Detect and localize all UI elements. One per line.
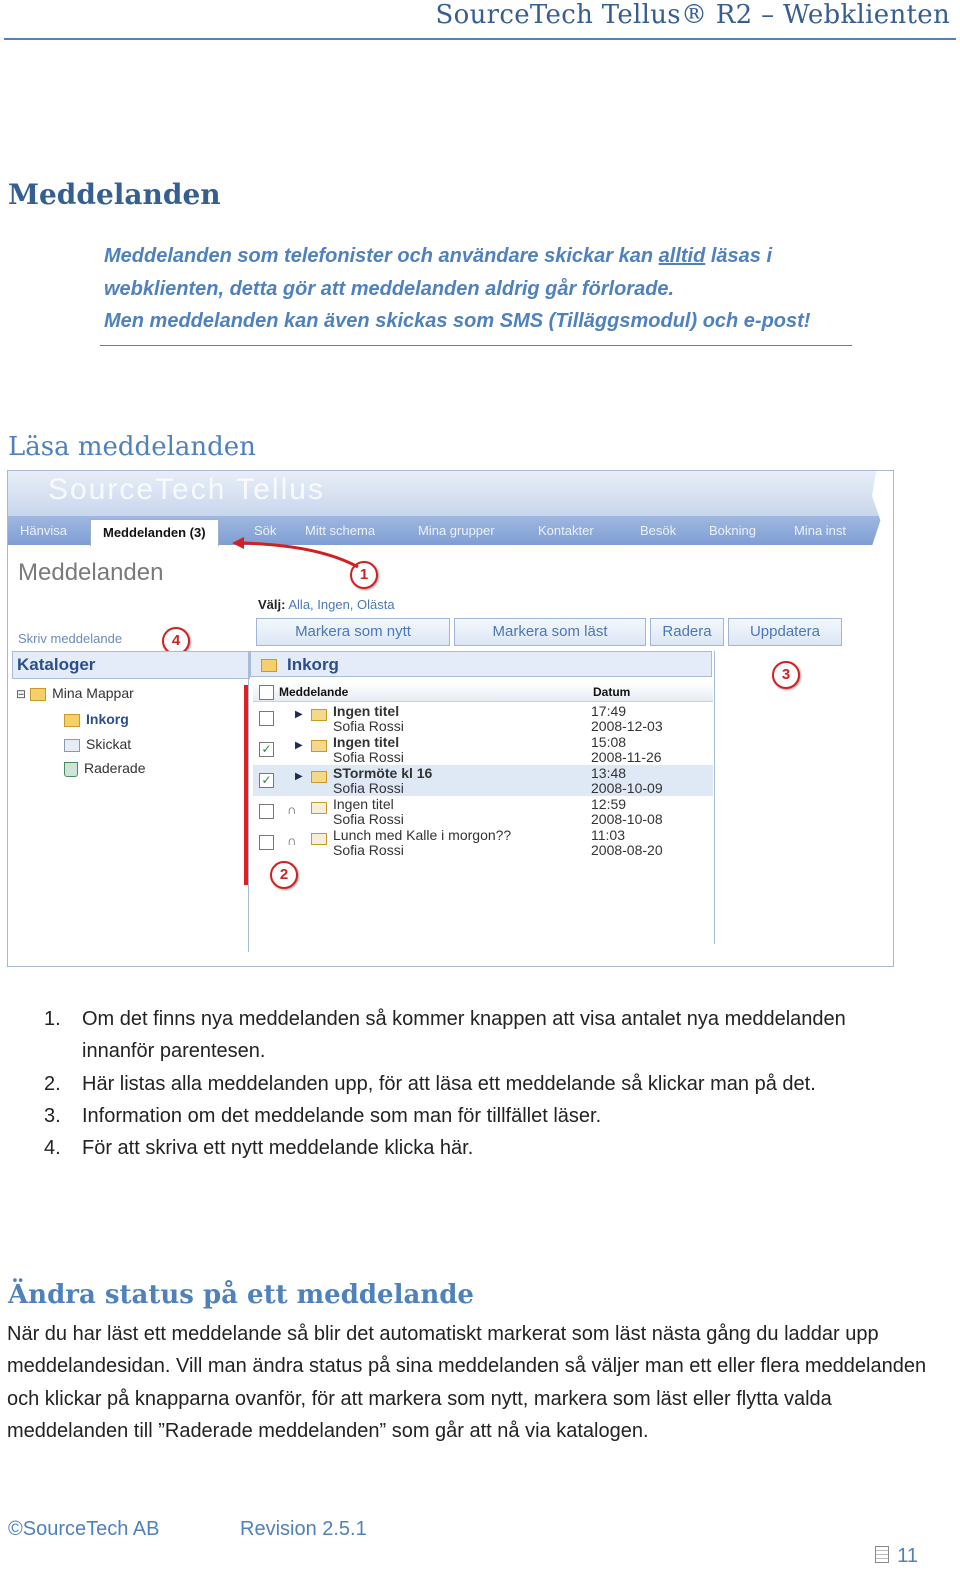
- list-number: 4.: [44, 1137, 61, 1160]
- list-item: [44, 1003, 914, 1068]
- tree-inbox-label: Inkorg: [86, 711, 129, 727]
- message-subject: Ingen titel: [333, 734, 400, 750]
- screenshot-page-title: Meddelanden: [18, 559, 164, 586]
- envelope-read-icon: [311, 833, 327, 845]
- message-sender: Sofia Rossi: [333, 749, 404, 765]
- banner-logo-text: SourceTech Tellus: [48, 473, 325, 506]
- message-time: 13:48: [591, 765, 627, 781]
- read-messages-heading: Läsa meddelanden: [8, 432, 256, 462]
- footer-copyright: ©SourceTech AB: [8, 1518, 160, 1540]
- nav-tab-booking[interactable]: Bokning: [709, 523, 756, 538]
- change-status-heading: Ändra status på ett meddelande: [8, 1280, 474, 1310]
- intro-text: [104, 240, 824, 338]
- message-time: 11:03: [591, 827, 625, 843]
- message-row[interactable]: [253, 796, 713, 827]
- envelope-read-icon: [311, 802, 327, 814]
- message-row[interactable]: [253, 734, 713, 765]
- delete-button[interactable]: Radera: [650, 618, 724, 646]
- message-sender: Sofia Rossi: [333, 842, 404, 858]
- message-row[interactable]: [253, 827, 713, 858]
- message-sender: Sofia Rossi: [333, 718, 404, 734]
- page-number: 11: [897, 1545, 918, 1567]
- change-status-body: När du har läst ett meddelande så blir det automatiskt markerat som läst nästa gång du laddar upp meddelandesidan. Vill man ändra status på sina meddelanden så väljer man ett eller flera meddelanden och klickar på knapparna ovanför, för att markera som nytt, markera som läst eller flytta valda meddelanden till ”Raderade meddelanden” som går att nå via katalogen.: [7, 1323, 927, 1442]
- message-sender: Sofia Rossi: [333, 811, 404, 827]
- callout-arrow-1: [228, 533, 368, 573]
- message-date: 2008-12-03: [591, 718, 663, 734]
- folder-icon: [64, 714, 80, 727]
- screenshot-banner: [8, 471, 893, 516]
- nav-tab-settings[interactable]: Mina inst: [794, 523, 847, 538]
- message-checkbox[interactable]: [259, 804, 274, 819]
- refresh-button[interactable]: Uppdatera: [728, 618, 842, 646]
- message-subject: STormöte kl 16: [333, 765, 433, 781]
- envelope-unread-icon: [311, 740, 327, 752]
- sent-folder-icon: [64, 739, 80, 752]
- screenshot-nav-bar: [8, 516, 893, 545]
- inbox-folder-icon: [261, 659, 277, 672]
- list-number: 2.: [44, 1072, 61, 1095]
- tree-deleted-label: Raderade: [84, 760, 146, 776]
- pane-divider-right: [714, 651, 715, 961]
- list-text: Om det finns nya meddelanden så kommer knappen att visa antalet nya meddelanden innanför parentesen.: [82, 1008, 846, 1063]
- catalogs-header: Kataloger: [12, 651, 250, 679]
- intro-part-3: Men meddelanden kan även skickas som SMS (Tilläggsmodul) och e-post!: [104, 310, 811, 332]
- message-time: 15:08: [591, 734, 627, 750]
- message-subject: Ingen titel: [333, 796, 394, 812]
- message-date: 2008-11-26: [591, 749, 662, 765]
- tree-inbox[interactable]: [64, 711, 129, 727]
- list-number: 3.: [44, 1104, 61, 1127]
- list-text: För att skriva ett nytt meddelande klicka här.: [82, 1137, 474, 1160]
- envelope-unread-icon: [311, 771, 327, 783]
- header-rule: [4, 38, 956, 40]
- callout-bar-2: [244, 685, 248, 885]
- torn-edge-right: [865, 471, 893, 966]
- list-item: [44, 1068, 914, 1100]
- nav-tab-hanvisa[interactable]: Hänvisa: [20, 523, 67, 538]
- document-header-title: SourceTech Tellus® R2 – Webklienten: [435, 0, 950, 30]
- column-date: Datum: [593, 685, 631, 699]
- callout-badge-2: 2: [270, 861, 298, 889]
- list-text: Information om det meddelande som man för tillfället läser.: [82, 1104, 602, 1127]
- inbox-header-label: Inkorg: [287, 655, 339, 674]
- intro-underlined: alltid: [658, 245, 706, 267]
- message-checkbox[interactable]: ✓: [259, 773, 274, 788]
- message-subject: Lunch med Kalle i morgon??: [333, 827, 512, 843]
- expand-arrow-icon[interactable]: ▶: [295, 740, 303, 751]
- message-date: 2008-08-20: [591, 842, 663, 858]
- select-all-checkbox[interactable]: [259, 685, 274, 700]
- nav-tab-schedule[interactable]: Mitt schema: [305, 523, 376, 538]
- tree-sent-label: Skickat: [86, 736, 132, 752]
- message-checkbox[interactable]: [259, 835, 274, 850]
- select-options[interactable]: Alla, Ingen, Olästa: [288, 597, 395, 612]
- tree-sent[interactable]: [64, 736, 131, 752]
- pane-divider-left: [248, 651, 249, 961]
- select-label: Välj:: [258, 597, 286, 612]
- headset-icon: ∩: [287, 802, 297, 817]
- tree-root[interactable]: ⊟ Mina Mappar: [16, 685, 134, 701]
- expand-arrow-icon[interactable]: ▶: [295, 771, 303, 782]
- nav-tab-search[interactable]: Sök: [254, 523, 277, 538]
- column-message: Meddelande: [279, 685, 349, 699]
- folder-icon: [30, 688, 46, 701]
- message-checkbox[interactable]: ✓: [259, 742, 274, 757]
- nav-tab-visits[interactable]: Besök: [640, 523, 677, 538]
- page-icon: [875, 1546, 889, 1563]
- explanation-list: [44, 1003, 914, 1164]
- callout-badge-4: 4: [162, 627, 190, 655]
- nav-tab-messages[interactable]: Meddelanden (3): [90, 519, 219, 546]
- tree-deleted[interactable]: [64, 760, 146, 777]
- list-text: Här listas alla meddelanden upp, för att läsa ett meddelande så klickar man på det.: [82, 1072, 816, 1095]
- list-number: 1.: [44, 1008, 61, 1030]
- inbox-header: [250, 651, 712, 677]
- message-row[interactable]: [253, 703, 713, 734]
- torn-edge-bottom: [8, 936, 893, 966]
- nav-tab-contacts[interactable]: Kontakter: [538, 523, 594, 538]
- nav-tab-groups[interactable]: Mina grupper: [418, 523, 495, 538]
- message-date: 2008-10-08: [591, 811, 663, 827]
- envelope-unread-icon: [311, 709, 327, 721]
- callout-badge-1: 1: [350, 561, 378, 589]
- callout-badge-3: 3: [772, 661, 800, 689]
- expand-arrow-icon[interactable]: ▶: [295, 709, 303, 720]
- message-sender: Sofia Rossi: [333, 780, 404, 796]
- message-date: 2008-10-09: [591, 780, 663, 796]
- intro-part-2: läsas i webklienten, detta gör att meddelanden aldrig går förlorade.: [104, 245, 773, 300]
- intro-part-1: Meddelanden som telefonister och användare skickar kan: [104, 245, 659, 267]
- message-time: 12:59: [591, 796, 627, 812]
- section-title: Meddelanden: [8, 178, 221, 211]
- trash-icon: [64, 762, 78, 777]
- message-time: 17:49: [591, 703, 627, 719]
- message-checkbox[interactable]: [259, 711, 274, 726]
- webclient-screenshot: [7, 470, 894, 967]
- footer-revision: Revision 2.5.1: [240, 1518, 367, 1540]
- message-list-header: [253, 683, 713, 702]
- message-subject: Ingen titel: [333, 703, 400, 719]
- headset-icon: ∩: [287, 833, 297, 848]
- list-item: [44, 1100, 914, 1132]
- list-item: [44, 1132, 914, 1164]
- intro-rule: [100, 345, 852, 346]
- write-message-link[interactable]: Skriv meddelande: [18, 631, 123, 646]
- mark-read-button[interactable]: Markera som läst: [454, 618, 646, 646]
- message-row[interactable]: [253, 765, 713, 796]
- mark-unread-button[interactable]: Markera som nytt: [256, 618, 450, 646]
- tree-root-label: Mina Mappar: [52, 685, 134, 701]
- select-row: [258, 597, 395, 612]
- footer-page-number: [875, 1545, 918, 1568]
